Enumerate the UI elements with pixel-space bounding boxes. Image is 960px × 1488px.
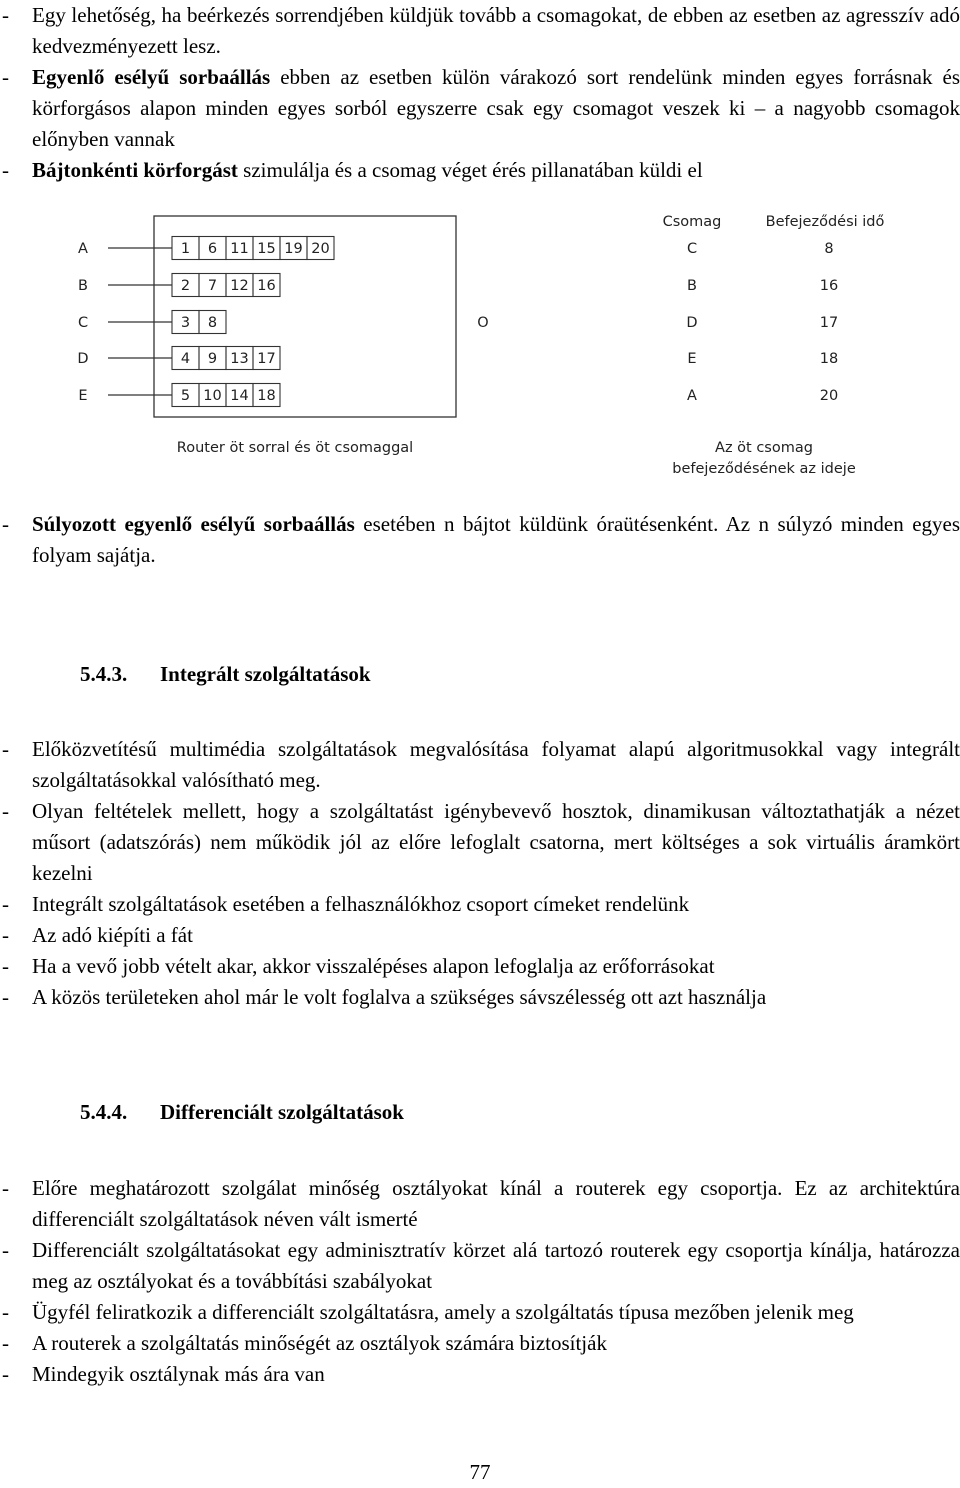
bullet-text: Az adó kiépíti a fát — [32, 923, 193, 947]
bullet-dash: - — [2, 3, 9, 27]
table-finish-time: 8 — [824, 241, 834, 257]
bullet-text: Egy lehetőség, ha beérkezés sorrendjében küldjük tovább a csomagokat, de ebben az esetben az agresszív adó kedvezményezett lesz. — [32, 3, 960, 58]
packet-number: 16 — [257, 278, 276, 294]
intro-section — [0, 0, 960, 186]
table-finish-time: 17 — [819, 315, 839, 331]
packet-number: 7 — [207, 278, 218, 294]
weighted-section — [0, 509, 960, 571]
section-number: 5.4.4. — [80, 1100, 128, 1124]
packet-number: 5 — [180, 388, 191, 404]
integrated-bullet — [0, 734, 960, 796]
bullet-dash: - — [2, 1362, 9, 1386]
bullet-dash: - — [2, 1176, 9, 1200]
integrated-bullet — [0, 951, 960, 982]
differentiated-bullet — [0, 1297, 960, 1328]
bullet-dash: - — [2, 1300, 9, 1324]
bullet-text: Ügyfél feliratkozik a differenciált szolgáltatásra, amely a szolgáltatás típusa mezőben jelenik meg — [32, 1300, 854, 1324]
integrated-services-list — [0, 734, 960, 1013]
intro-bullet-1 — [0, 0, 960, 62]
bullet-text: Olyan feltételek mellett, hogy a szolgáltatást igénybevevő hosztok, dinamikusan változtathatják a nézet műsort (adatszórás) nem működik jól az előre lefoglalt csatorna, mert költséges a sok virtuális áramkört kezelni — [32, 799, 960, 885]
bullet-text: ebben az esetben külön várakozó sort rendelünk minden egyes forrásnak és körforgásos alapon minden egyes sorból egyszerre csak egy csomagot veszek ki – a nagyobb csomagok előnyben vannak — [32, 65, 960, 151]
differentiated-bullet — [0, 1359, 960, 1390]
output-label: O — [477, 315, 489, 331]
bullet-text: szimulálja és a csomag véget érés pillanatában küldi el — [237, 158, 703, 182]
differentiated-bullet — [0, 1235, 960, 1297]
packet-number: 8 — [207, 315, 218, 331]
table-packet: D — [686, 315, 698, 331]
bullet-text: Ha a vevő jobb vételt akar, akkor visszalépéses alapon lefoglalja az erőforrásokat — [32, 954, 715, 978]
packet-number: 20 — [311, 241, 330, 257]
table-finish-time: 18 — [819, 351, 839, 367]
bullet-dash: - — [2, 892, 9, 916]
intro-bullet-2 — [0, 62, 960, 155]
table-header-packet: Csomag — [662, 214, 722, 230]
integrated-bullet — [0, 889, 960, 920]
packet-number: 3 — [180, 315, 191, 331]
table-finish-time: 20 — [819, 388, 839, 404]
packet-number: 6 — [207, 241, 218, 257]
section-heading-differentiated — [0, 1097, 960, 1128]
bullet-dash: - — [2, 923, 9, 947]
bullet-dash: - — [2, 158, 9, 182]
packet-number: 14 — [230, 388, 249, 404]
packet-number: 12 — [230, 278, 249, 294]
differentiated-bullet — [0, 1328, 960, 1359]
packet-number: 11 — [230, 241, 249, 257]
intro-bullet-3 — [0, 155, 960, 186]
packet-number: 4 — [180, 351, 191, 367]
queue-label: A — [78, 241, 88, 257]
packet-number: 10 — [203, 388, 222, 404]
bullet-bold-term: Súlyozott egyenlő esélyű sorbaállás — [32, 512, 355, 536]
router-caption: Router öt sorral és öt csomaggal — [176, 440, 414, 456]
bullet-text: Előközvetítésű multimédia szolgáltatások megvalósítása folyamat alapú algoritmusokkal vagy integrált szolgáltatásokkal valósítható meg. — [32, 737, 960, 792]
differentiated-services-list — [0, 1173, 960, 1390]
section-heading-integrated — [0, 659, 960, 690]
integrated-bullet — [0, 920, 960, 951]
bullet-text: esetében n bájtot küldünk óraütésenként. Az n súlyzó minden egyes folyam sajátja. — [32, 512, 960, 567]
packet-number: 19 — [284, 241, 303, 257]
queue-label: C — [77, 315, 89, 331]
integrated-bullet — [0, 982, 960, 1013]
table-caption-line1: Az öt csomag — [715, 440, 813, 456]
bullet-dash: - — [2, 799, 9, 823]
bullet-dash: - — [2, 954, 9, 978]
packet-number: 15 — [257, 241, 276, 257]
bullet-text: A routerek a szolgáltatás minőségét az osztályok számára biztosítják — [32, 1331, 607, 1355]
table-finish-time: 16 — [819, 278, 839, 294]
section-number: 5.4.3. — [80, 662, 128, 686]
packet-number: 13 — [230, 351, 249, 367]
table-packet: A — [687, 388, 697, 404]
bullet-text: Differenciált szolgáltatásokat egy adminisztratív körzet alá tartozó routerek egy csoportja kínálja, határozza meg az osztályokat és a továbbítási szabályokat — [32, 1238, 960, 1293]
queue-label: E — [78, 388, 88, 404]
table-header-finish: Befejeződési idő — [765, 214, 885, 230]
bullet-bold-term: Bájtonkénti körforgást — [32, 158, 238, 182]
bullet-text: A közös területeken ahol már le volt foglalva a szükséges sávszélesség ott azt használja — [32, 985, 767, 1009]
packet-number: 2 — [180, 278, 191, 294]
router-queues — [77, 237, 334, 407]
bullet-text: Előre meghatározott szolgálat minőség osztályokat kínál a routerek egy csoportja. Ez az architektúra differenciált szolgáltatások néven vált ismerté — [32, 1176, 960, 1231]
bullet-dash: - — [2, 65, 9, 89]
table-packet: E — [687, 351, 697, 367]
weighted-bullet — [0, 509, 960, 571]
bullet-text: Integrált szolgáltatások esetében a felhasználókhoz csoport címeket rendelünk — [32, 892, 690, 916]
bullet-dash: - — [2, 737, 9, 761]
integrated-bullet — [0, 796, 960, 889]
section-title: Differenciált szolgáltatások — [160, 1100, 404, 1124]
queue-label: B — [78, 278, 88, 294]
differentiated-bullet — [0, 1173, 960, 1235]
packet-number: 18 — [257, 388, 276, 404]
page-number: 77 — [469, 1460, 491, 1484]
bullet-dash: - — [2, 1331, 9, 1355]
bullet-dash: - — [2, 985, 9, 1009]
packet-number: 9 — [207, 351, 218, 367]
table-caption-line2: befejeződésének az ideje — [672, 461, 856, 477]
packet-number: 17 — [257, 351, 276, 367]
table-packet: B — [687, 278, 697, 294]
packet-number: 1 — [180, 241, 191, 257]
bullet-dash: - — [2, 512, 9, 536]
bullet-bold-term: Egyenlő esélyű sorbaállás — [32, 65, 271, 89]
queue-label: D — [77, 351, 89, 367]
section-title: Integrált szolgáltatások — [160, 662, 371, 686]
table-packet: C — [686, 241, 698, 257]
bullet-text: Mindegyik osztálynak más ára van — [32, 1362, 325, 1386]
fair-queueing-diagram — [0, 200, 960, 490]
bullet-dash: - — [2, 1238, 9, 1262]
finish-time-table — [686, 241, 838, 404]
